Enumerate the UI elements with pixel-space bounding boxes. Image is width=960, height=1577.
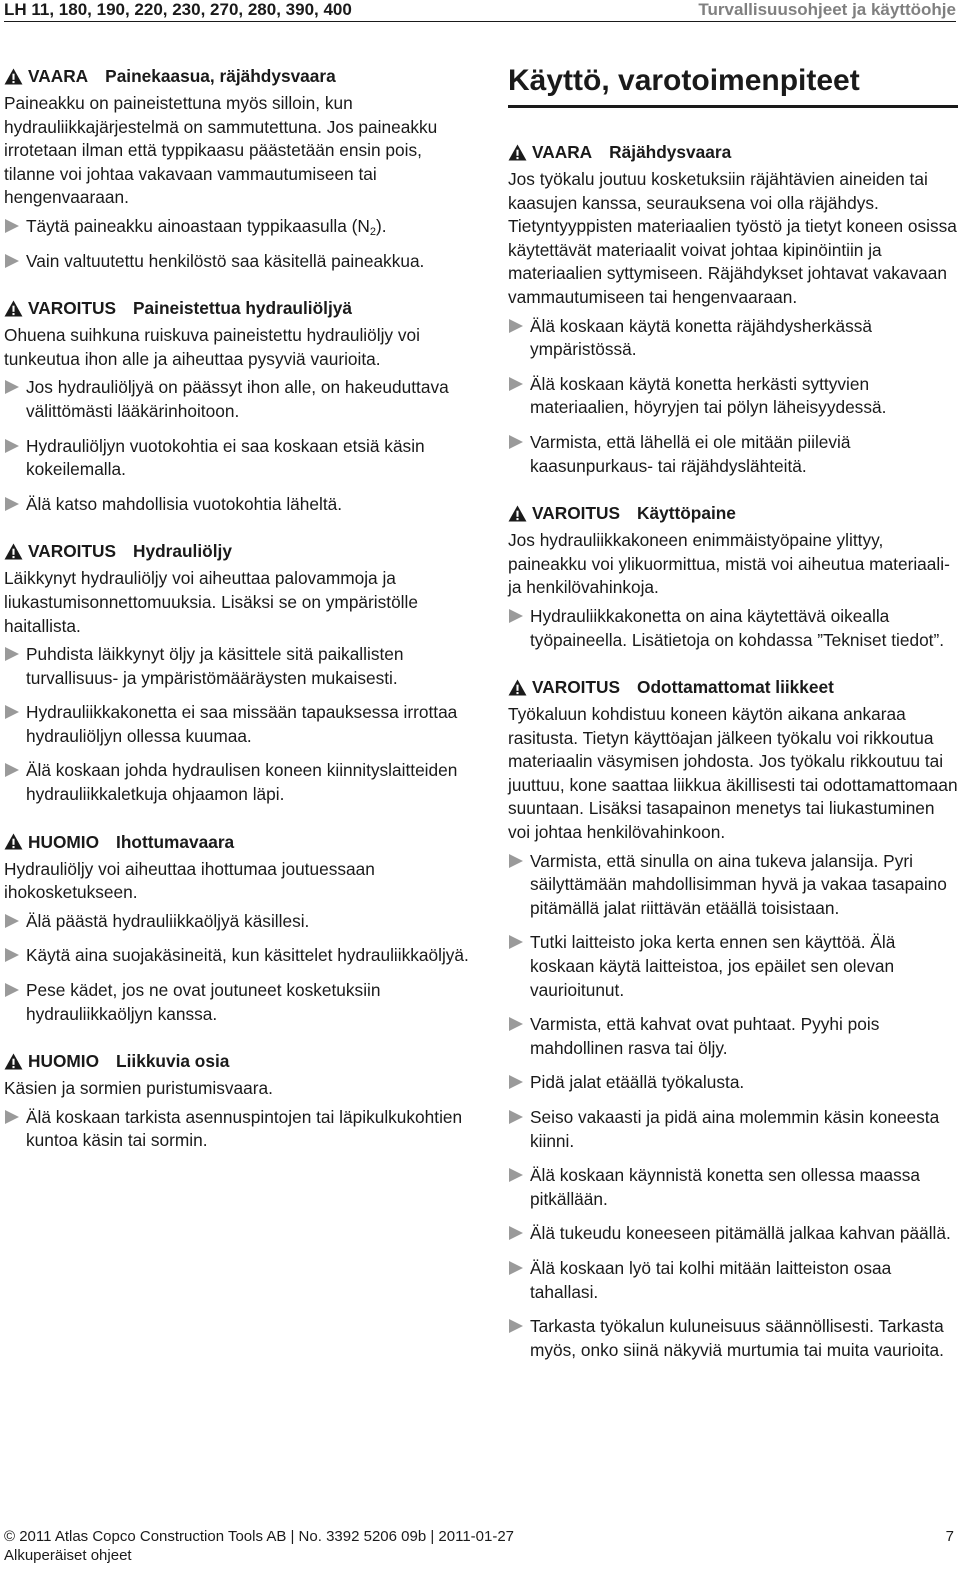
safety-block [4, 830, 474, 1027]
instruction-item [508, 1071, 958, 1095]
instruction-item [4, 759, 474, 806]
block-title [4, 296, 474, 320]
hazard-title: Käyttöpaine [637, 503, 736, 524]
hazard-level: VAROITUS [532, 677, 621, 698]
instruction-text: Hydrauliöljyn vuotokohtia ei saa koskaan etsiä käsin kokeilemalla. [26, 435, 425, 480]
instruction-item [508, 1222, 958, 1246]
instruction-item [508, 1257, 958, 1304]
instruction-item [4, 250, 474, 274]
hazard-title: Painekaasua, räjähdysvaara [105, 66, 336, 86]
bullet-arrow-icon [509, 319, 523, 333]
block-description: Hydrauliöljy voi aiheuttaa ihottumaa joutuessaan ihokosketukseen. [4, 858, 375, 903]
bullet-arrow-icon [5, 647, 19, 661]
bullet-arrow-icon [5, 497, 19, 511]
instruction-text: Puhdista läikkynyt öljy ja käsittele sitä paikallisten turvallisuus- ja ympäristömääräysten mukaisesti. [26, 644, 404, 688]
hazard-level: VAROITUS [28, 541, 117, 562]
block-title [508, 140, 958, 164]
hazard-title: Liikkuvia osia [116, 1051, 230, 1072]
bullet-arrow-icon [509, 854, 523, 868]
instruction-text: Älä koskaan käytä konetta räjähdysherkässä ympäristössä. [530, 315, 872, 360]
bullet-arrow-icon [509, 1075, 523, 1089]
instruction-text: Jos hydrauliöljyä on päässyt ihon alle, on hakeuduttava välittömästi lääkärinhoitoon. [26, 377, 449, 421]
bullet-arrow-icon [5, 763, 19, 777]
instruction-item [4, 435, 474, 482]
copyright-text: © 2011 Atlas Copco Construction Tools AB | No. 3392 5206 09b | 2011-01-27 [4, 1528, 515, 1545]
model-list: LH 11, 180, 190, 220, 230, 270, 280, 390, 400 [4, 0, 352, 19]
page-number: 7 [945, 1528, 954, 1545]
bullet-arrow-icon [5, 983, 19, 997]
bullet-arrow-icon [509, 609, 523, 623]
instruction-item [4, 944, 474, 968]
hazard-title: Räjähdysvaara [609, 142, 732, 162]
instruction-item [508, 373, 958, 420]
block-description: Työkaluun kohdistuu koneen käytön aikana ankaraa rasitusta. Tietyn käyttöajan jälkeen työkalu voi rikkoutua materiaalin väsymisen johdosta. Jos työkalu rikkoutuu tai juuttuu, kone saattaa liikkua äkillisesti tai odottamattomaan suuntaan. Lisäksi tasapainon menetys tai liukastuminen voi johtaa henkilövahinkoon. [508, 704, 958, 843]
bullet-arrow-icon [5, 439, 19, 453]
warning-triangle-icon [4, 1053, 23, 1070]
instruction-item [508, 1315, 958, 1362]
instruction-text: Käytä aina suojakäsineitä, kun käsittelet hydrauliikkaöljyä. [26, 945, 469, 966]
hazard-level: VAARA [532, 142, 593, 162]
instruction-item [508, 850, 958, 921]
subscript-suffix: ). [376, 215, 387, 236]
block-description: Läikkynyt hydrauliöljy voi aiheuttaa palovammoja ja liukastumisonnettomuuksia. Lisäksi se on ympäristölle haitallista. [4, 568, 418, 636]
bullet-arrow-icon [5, 219, 19, 233]
instruction-text: Älä päästä hydrauliikkaöljyä käsillesi. [26, 910, 310, 931]
right-blocks [508, 140, 958, 1362]
bullet-arrow-icon [509, 377, 523, 391]
hazard-title: Paineistettua hydrauliöljyä [133, 298, 352, 319]
block-description: Käsien ja sormien puristumisvaara. [4, 1078, 273, 1099]
warning-triangle-icon [508, 679, 527, 696]
instruction-item [508, 605, 958, 652]
instruction-text: Pese kädet, jos ne ovat joutuneet kosketuksiin hydrauliikkaöljyn kanssa. [26, 980, 381, 1024]
safety-block [4, 1049, 474, 1153]
instruction-item [4, 376, 474, 423]
block-title [508, 501, 958, 525]
hazard-title: Hydrauliöljy [133, 541, 232, 562]
bullet-arrow-icon [509, 1168, 523, 1182]
instruction-item [4, 1106, 474, 1153]
bullet-arrow-icon [509, 435, 523, 449]
instruction-item [4, 979, 474, 1026]
bullet-arrow-icon [509, 935, 523, 949]
instruction-text: Hydrauliikkakonetta on aina käytettävä oikealla työpaineella. Lisätietoja on kohdassa ”Tekniset tiedot”. [530, 605, 945, 650]
section-title: Turvallisuusohjeet ja käyttöohje [698, 0, 956, 19]
instruction-text: Vain valtuutettu henkilöstö saa käsitellä paineakkua. [26, 250, 425, 271]
bullet-arrow-icon [5, 1110, 19, 1124]
bullet-arrow-icon [5, 380, 19, 394]
bullet-arrow-icon [5, 254, 19, 268]
bullet-arrow-icon [509, 1319, 523, 1333]
instruction-text: Älä koskaan johda hydraulisen koneen kiinnityslaitteiden hydrauliikkaletkuja ohjaamon läpi. [26, 760, 458, 805]
block-description: Jos työkalu joutuu kosketuksiin räjähtävien aineiden tai kaasujen kanssa, seurauksena voi olla räjähdys. Tietyntyyppisten materiaalien työstö ja tietyt koneen osissa käytettävät materiaalit voivat johtaa kipinöintiin ja materiaalien syttymiseen. Räjähdykset johtavat vakavaan vammautumiseen tai hengenvaaraan. [508, 169, 957, 307]
warning-triangle-icon [508, 144, 527, 161]
bullet-arrow-icon [509, 1261, 523, 1275]
instruction-text: Älä katso mahdollisia vuotokohtia läheltä. [26, 493, 343, 514]
hazard-level: HUOMIO [28, 1051, 100, 1072]
instruction-text: Pidä jalat etäällä työkalusta. [530, 1072, 745, 1093]
bullet-arrow-icon [509, 1226, 523, 1240]
warning-triangle-icon [508, 505, 527, 522]
block-title [4, 539, 474, 563]
warning-triangle-icon [4, 68, 23, 85]
section-heading: Käyttö, varotoimenpiteet [508, 61, 958, 108]
instruction-text: Älä koskaan käytä konetta herkästi syttyvien materiaalien, höyryjen tai pölyn läheisyydessä. [530, 373, 887, 418]
instruction-item [508, 1106, 958, 1153]
instruction-text: Älä koskaan tarkista asennuspintojen tai läpikulkukohtien kuntoa käsin tai sormin. [26, 1106, 463, 1151]
instruction-item [508, 315, 958, 362]
bullet-arrow-icon [509, 1017, 523, 1031]
warning-triangle-icon [4, 543, 23, 560]
instruction-text: Älä tukeudu koneeseen pitämällä jalkaa kahvan päällä. [530, 1223, 951, 1244]
block-description: Ohuena suihkuna ruiskuva paineistettu hydrauliöljy voi tunkeutua ihon alle ja aiheuttaa pysyviä vaurioita. [4, 325, 420, 369]
instruction-item [508, 931, 958, 1002]
safety-block [508, 140, 958, 478]
instruction-text: Älä koskaan käynnistä konetta sen ollessa maassa pitkällään. [530, 1165, 921, 1209]
instruction-text: Varmista, että sinulla on aina tukeva jalansija. Pyri säilyttämään mahdollisimman hyvä ja vakaa tasapaino pitämällä jalat riittävän etäällä toisistaan. [530, 850, 947, 918]
safety-block [4, 296, 474, 516]
block-title [4, 830, 474, 854]
instruction-item [508, 1164, 958, 1211]
instruction-text: Hydrauliikkakonetta ei saa missään tapauksessa irrottaa hydrauliöljyn ollessa kuumaa. [26, 702, 458, 746]
instruction-item [4, 643, 474, 690]
instruction-item [4, 493, 474, 517]
instruction-item [4, 701, 474, 748]
instruction-text: Seiso vakaasti ja pidä aina molemmin käsin koneesta kiinni. [530, 1107, 940, 1151]
safety-block [508, 501, 958, 652]
instruction-item [4, 910, 474, 934]
instruction-text: Tutki laitteisto joka kerta ennen sen käyttöä. Älä koskaan käytä laitteistoa, jos epäilet sen olevan vaurioitunut. [530, 932, 896, 1000]
hazard-title: Odottamattomat liikkeet [637, 677, 834, 698]
bullet-arrow-icon [5, 914, 19, 928]
instruction-item [508, 431, 958, 478]
block-description: Jos hydrauliikkakoneen enimmäistyöpaine ylittyy, paineakku voi ylikuormittua, mistä voi aiheutua materiaali- ja henkilövahinkoja. [508, 530, 950, 598]
safety-block [4, 64, 474, 273]
safety-block [508, 675, 958, 1362]
instruction-text: Varmista, että kahvat ovat puhtaat. Pyyhi pois mahdollinen rasva tai öljy. [530, 1014, 880, 1058]
original-instructions-text: Alkuperäiset ohjeet [4, 1547, 132, 1564]
left-column [4, 64, 474, 1176]
instruction-text: Älä koskaan lyö tai kolhi mitään laitteiston osaa tahallasi. [530, 1257, 892, 1302]
bullet-arrow-icon [5, 948, 19, 962]
safety-block [4, 539, 474, 806]
right-column [508, 61, 958, 1385]
bullet-arrow-icon [509, 1110, 523, 1124]
instruction-text: Tarkasta työkalun kuluneisuus säännöllisesti. Tarkasta myös, onko siinä näkyviä murtumia tai muita vaurioita. [530, 1316, 944, 1360]
hazard-level: VAROITUS [532, 503, 621, 524]
page-header [4, 0, 956, 22]
warning-triangle-icon [4, 300, 23, 317]
instruction-item [508, 1013, 958, 1060]
block-title [4, 1049, 474, 1073]
hazard-level: VAROITUS [28, 298, 117, 319]
block-title [4, 64, 474, 88]
hazard-level: VAARA [28, 66, 89, 86]
block-description: Paineakku on paineistettuna myös silloin, kun hydrauliikkajärjestelmä on sammutettuna. Jos paineakku irrotetaan ilman että typpikaasu päästetään ensin pois, tilanne voi johtaa vakavaan vammautumiseen tai hengenvaaraan. [4, 93, 438, 208]
hazard-title: Ihottumavaara [116, 831, 235, 852]
instruction-text: Täytä paineakku ainoastaan typpikaasulla (N [26, 215, 370, 236]
block-title [508, 675, 958, 699]
instruction-item [4, 215, 474, 239]
warning-triangle-icon [4, 833, 23, 850]
bullet-arrow-icon [5, 705, 19, 719]
subscript-text: 2 [369, 225, 377, 238]
instruction-text: Varmista, että lähellä ei ole mitään piileviä kaasunpurkaus- tai räjähdyslähteitä. [530, 431, 851, 476]
hazard-level: HUOMIO [28, 831, 100, 852]
